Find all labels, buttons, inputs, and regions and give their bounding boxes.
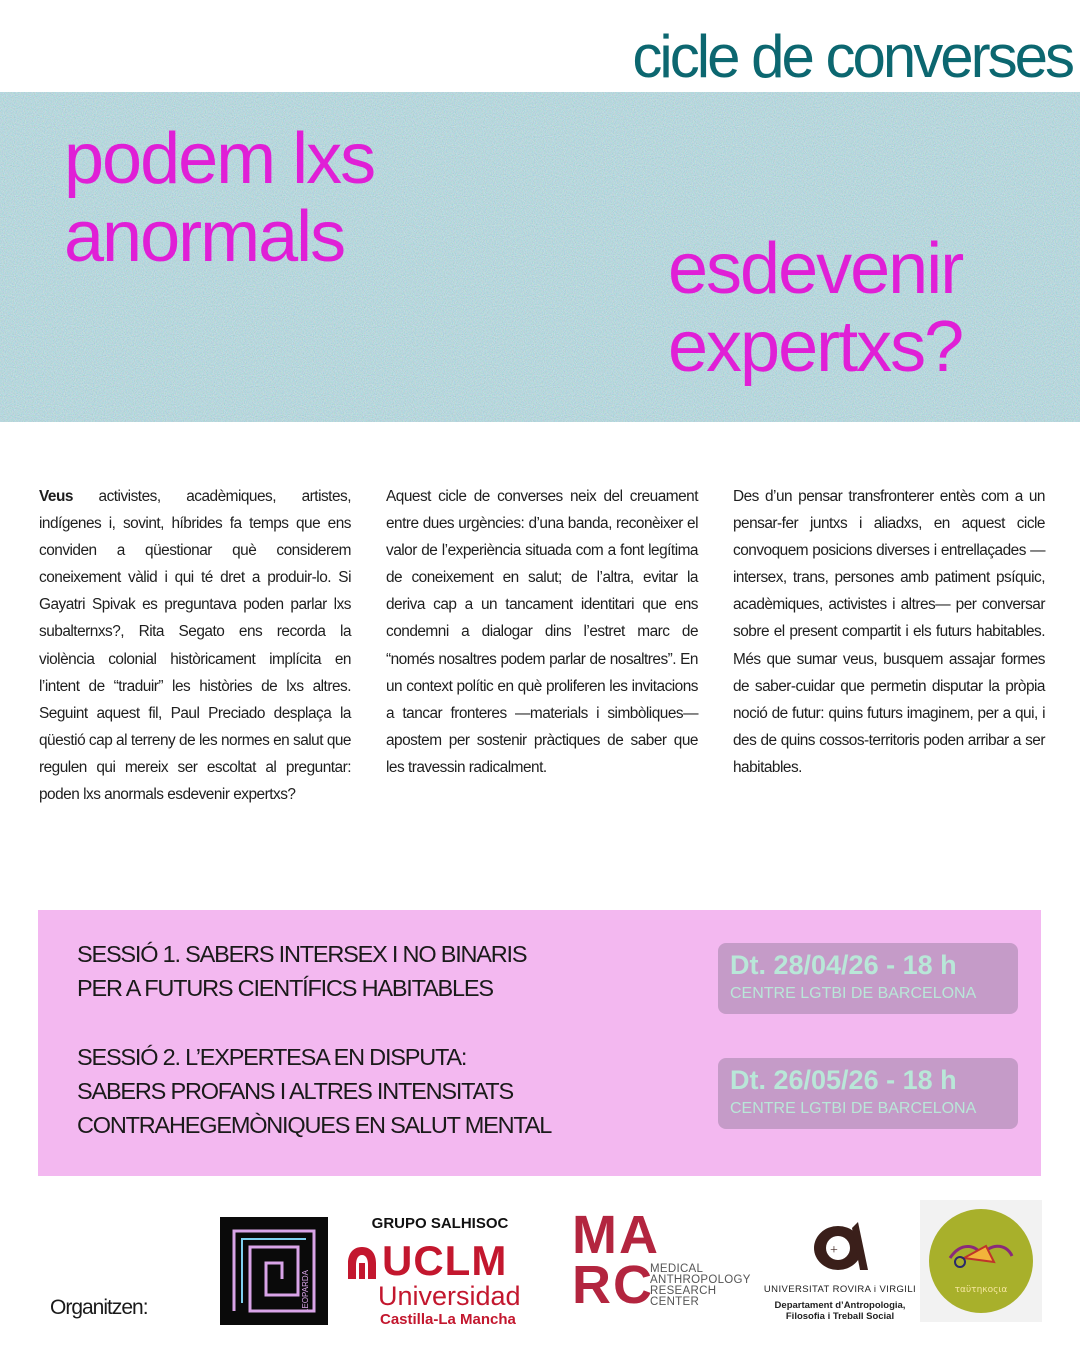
uclm-group-label: GRUPO SALHISOC [371,1215,509,1232]
collective-logo-text: ταϋτηκοςια [954,1285,1008,1295]
organizers-label: Organitzen: [50,1296,148,1319]
marc-letters-bottom: RC [572,1255,654,1315]
session-1-title-line1: SESSIÓ 1. SABERS INTERSEX I NO BINARIS [77,941,527,967]
uclm-region: Castilla-La Mancha [380,1311,516,1328]
session-2-date: Dt. 26/05/26 - 18 h [730,1065,957,1095]
session-2-venue: CENTRE LGTBI DE BARCELONA [730,1100,977,1117]
collective-logo [920,1200,1042,1322]
sessions-panel [38,910,1041,1176]
intro-column-1 [39,483,351,808]
marc-sub-3: RESEARCH [650,1285,717,1297]
lead-word: Veus [39,488,73,505]
hero-title-part2: esdevenir expertxs? [668,229,963,387]
intro-column-3: Des d’un pensar transfronterer entès com a un pensar-fer juntxs i aliadxs, en aquest cicle convoquem posicions diverses i entrellaçades —intersex, trans, persones amb patiment psíquic, acadèmiques, activistes i altres— per conversar sobre el present compartit i els futurs habitables. Més que sumar veus, busquem assajar formes de saber-cuidar que permetin disputar la pròpia noció de futur: quins futurs imaginem, per a qui, i des de quins cossos-territoris poden arribar a ser habitables. [733,488,1045,776]
urv-logo [760,1214,920,1324]
marc-sub-2: ANTHROPOLOGY [650,1274,751,1286]
session-1-title [77,937,526,1005]
leoparda-logo [220,1217,328,1325]
marc-letters [572,1205,660,1315]
collective-circle-icon [920,1200,1042,1322]
uclm-emblem-icon [344,1243,380,1283]
leoparda-text: LEOPARDA [301,1270,310,1313]
marc-logo [572,1205,752,1315]
uclm-logo [340,1215,540,1330]
column-1-text: activistes, acadèmiques, artistes, indígenes i, sovint, híbrides fa temps que ens conviden a qüestionar què considerem coneixement vàlid i qui té dret a produir-lo. Si Gayatri Spivak es preguntava poden parlar lxs subalternxs?, Rita Segato ens recorda la violència colonial històricament implícita en l’intent de “traduir” les històries de lxs altres. Seguint aquest fil, Paul Preciado desplaça la qüestió cap al terreny de les normes en salut que regulen qui mereix ser escoltat al preguntar: poden lxs anormals esdevenir expertxs? [39,488,351,804]
session-2-title-line1: SESSIÓ 2. L’EXPERTESA EN DISPUTA: [77,1044,467,1070]
intro-column-2: Aquest cicle de converses neix del creuament entre dues urgències: d’una banda, reconèixer el valor de l’experiència situada com a font legítima de coneixement en salut; de l’altra, evitar la deriva cap a un tancament identitari que ens condemni a dialogar dins l’estret marc de “només nosaltres podem parlar de nosaltres”. En un context polític en què proliferen les invitacions a tancar fronteres —materials i simbòliques— apostem per sostenir pràctiques de saber que les travessin radicalment. [386,488,698,776]
svg-text:+: + [830,1243,838,1258]
session-2-date-badge [718,1058,1018,1129]
uclm-acronym: UCLM [382,1237,508,1284]
marc-sub-1: MEDICAL [650,1263,704,1275]
marc-letters-top: MA [572,1205,660,1265]
session-1-title-line2: PER A FUTURS CIENTÍFICS HABITABLES [77,975,493,1001]
hero-banner [0,92,1080,422]
session-2-title-line2: SABERS PROFANS I ALTRES INTENSITATS [77,1078,513,1104]
session-2-title [77,1040,551,1142]
urv-name: UNIVERSITAT ROVIRA i VIRGILI [763,1284,917,1295]
marc-sub-4: CENTER [650,1296,700,1308]
session-1-date-badge [718,943,1018,1014]
urv-department-line1: Departament d’Antropologia, [774,1300,906,1311]
uclm-university: Universidad [378,1281,521,1311]
hero-title-part1: podem lxs anormals [64,119,375,277]
session-1-date: Dt. 28/04/26 - 18 h [730,950,957,980]
marc-subtitle [650,1264,751,1308]
maze-icon [220,1217,328,1325]
urv-department [760,1300,920,1322]
series-label: cicle de converses [632,23,1072,90]
session-2-title-line3: CONTRAHEGEMÒNIQUES EN SALUT MENTAL [77,1112,552,1138]
intro-columns [39,483,1045,808]
urv-emblem-icon [808,1214,874,1274]
urv-department-line2: Filosofia i Treball Social [785,1311,895,1322]
session-1-venue: CENTRE LGTBI DE BARCELONA [730,985,977,1002]
